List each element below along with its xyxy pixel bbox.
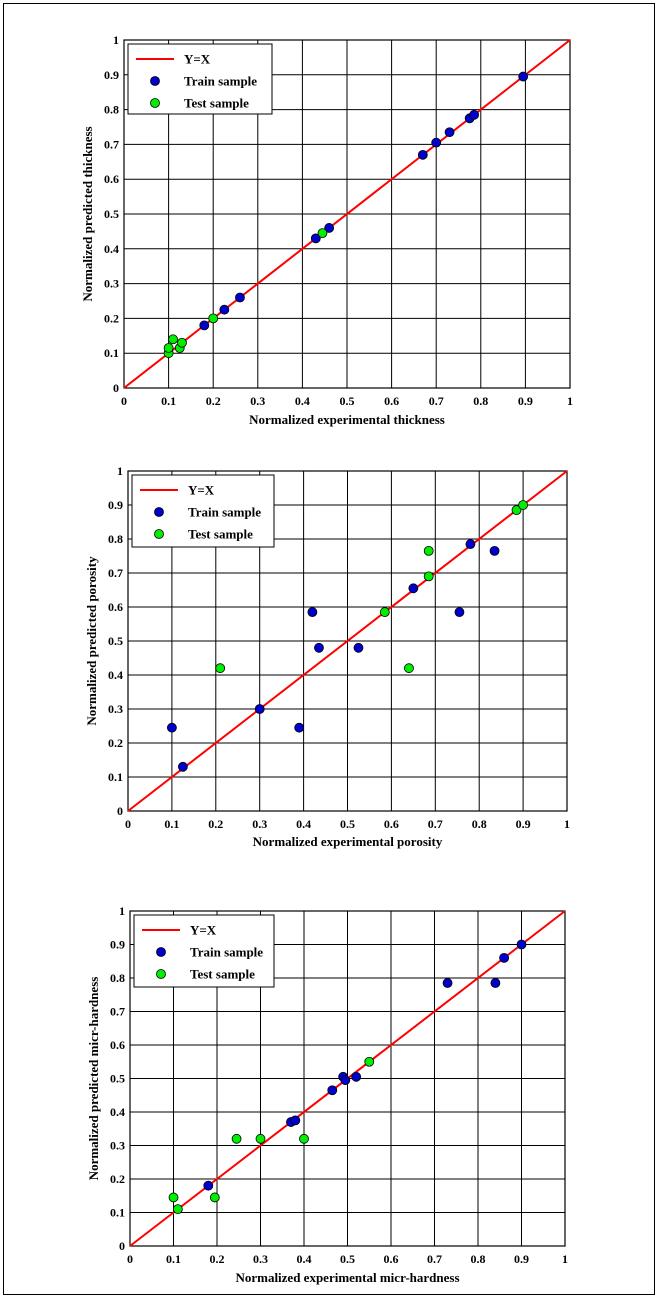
test-sample-point xyxy=(169,1193,178,1202)
y-axis-label: Normalized predicted thickness xyxy=(80,126,95,302)
test-sample-point xyxy=(177,338,186,347)
x-tick-label: 0.3 xyxy=(253,1252,268,1266)
x-tick-label: 0.4 xyxy=(296,1252,312,1266)
y-tick-label: 0.2 xyxy=(104,311,119,326)
x-tick-label: 0.4 xyxy=(294,394,310,408)
x-tick-label: 1 xyxy=(564,817,570,831)
legend-label: Test sample xyxy=(190,966,255,982)
legend-label: Test sample xyxy=(184,95,249,111)
train-sample-point xyxy=(341,1076,350,1085)
x-tick-label: 0 xyxy=(125,817,131,831)
thickness-chart-panel xyxy=(0,0,660,430)
x-tick-label: 0.8 xyxy=(471,817,487,831)
y-tick-label: 0.5 xyxy=(110,1071,125,1086)
test-sample-point xyxy=(424,546,433,555)
x-tick-label: 0.5 xyxy=(339,394,355,408)
y-tick-label: 0 xyxy=(117,804,123,818)
train-sample-point xyxy=(200,321,209,330)
train-sample-point xyxy=(295,723,304,732)
x-tick-label: 0.8 xyxy=(470,1252,486,1266)
y-tick-label: 0.5 xyxy=(104,207,119,221)
x-tick-label: 0.9 xyxy=(515,817,531,831)
x-tick-label: 0.5 xyxy=(340,1252,355,1266)
x-tick-label: 0.6 xyxy=(383,817,399,831)
y-tick-label: 0.8 xyxy=(108,532,123,546)
legend-label: Y=X xyxy=(188,482,215,498)
x-tick-label: 0 xyxy=(121,394,127,408)
train-sample-point xyxy=(204,1181,213,1190)
x-tick-label: 1 xyxy=(567,394,573,408)
legend-test-swatch xyxy=(151,99,160,108)
x-tick-label: 0.4 xyxy=(296,817,312,831)
y-tick-label: 0.3 xyxy=(104,276,119,291)
legend-label: Y=X xyxy=(184,51,211,67)
y-tick-label: 0.2 xyxy=(110,1172,125,1186)
legend-label: Train sample xyxy=(190,944,264,960)
train-sample-point xyxy=(443,979,452,988)
legend-train-swatch xyxy=(157,948,166,957)
y-tick-label: 0.8 xyxy=(104,102,119,117)
x-tick-label: 0.1 xyxy=(166,1252,181,1266)
x-tick-label: 0.2 xyxy=(205,394,221,408)
y-tick-label: 0.7 xyxy=(108,566,123,580)
y-tick-label: 0.9 xyxy=(110,937,125,952)
x-tick-label: 0.2 xyxy=(208,817,224,831)
train-sample-point xyxy=(291,1116,300,1125)
x-tick-label: 1 xyxy=(562,1252,568,1266)
test-sample-point xyxy=(164,343,173,352)
x-tick-label: 0.2 xyxy=(209,1252,225,1266)
test-sample-point xyxy=(232,1134,241,1143)
legend-label: Train sample xyxy=(184,73,258,89)
x-tick-label: 0.6 xyxy=(384,394,400,408)
y-tick-label: 1 xyxy=(119,904,125,918)
train-sample-point xyxy=(432,138,441,147)
y-tick-label: 0.3 xyxy=(110,1138,125,1153)
y-tick-label: 1 xyxy=(117,464,123,478)
x-tick-label: 0.1 xyxy=(161,394,177,408)
test-sample-point xyxy=(169,335,178,344)
y-tick-label: 0.9 xyxy=(108,498,123,512)
y-tick-label: 0.6 xyxy=(110,1038,125,1052)
y-tick-label: 0 xyxy=(119,1239,125,1253)
test-sample-point xyxy=(256,1134,265,1143)
train-sample-point xyxy=(255,705,264,714)
train-sample-point xyxy=(167,723,176,732)
legend-label: Test sample xyxy=(188,526,253,542)
train-sample-point xyxy=(466,540,475,549)
x-tick-label: 0 xyxy=(127,1252,133,1266)
microhardness-chart-panel xyxy=(0,870,660,1300)
y-tick-label: 0.4 xyxy=(110,1105,125,1119)
legend-test-swatch xyxy=(157,970,166,979)
y-tick-label: 0.1 xyxy=(108,770,123,784)
legend-train-swatch xyxy=(151,77,160,86)
y-tick-label: 0.8 xyxy=(110,971,125,985)
porosity-scatter-chart xyxy=(0,430,660,870)
train-sample-point xyxy=(409,584,418,593)
test-sample-point xyxy=(210,1193,219,1202)
y-tick-label: 0.6 xyxy=(104,172,119,187)
y-tick-label: 0.6 xyxy=(108,600,123,614)
train-sample-point xyxy=(455,608,464,617)
y-tick-label: 0.4 xyxy=(104,241,119,256)
train-sample-point xyxy=(519,72,528,81)
train-sample-point xyxy=(235,293,244,302)
train-sample-point xyxy=(308,608,317,617)
x-tick-label: 0.1 xyxy=(164,817,180,831)
y-tick-label: 0.5 xyxy=(108,634,123,648)
train-sample-point xyxy=(352,1072,361,1081)
train-sample-point xyxy=(314,643,323,652)
train-sample-point xyxy=(220,305,229,314)
test-sample-point xyxy=(173,1205,182,1214)
microhardness-scatter-chart xyxy=(0,870,660,1299)
y-tick-label: 0.3 xyxy=(108,702,123,716)
test-sample-point xyxy=(318,229,327,238)
legend-label: Y=X xyxy=(190,922,217,938)
x-tick-label: 0.9 xyxy=(514,1252,529,1266)
x-tick-label: 0.3 xyxy=(252,817,268,831)
y-tick-label: 0 xyxy=(113,381,119,395)
train-sample-point xyxy=(490,546,499,555)
x-tick-label: 0.7 xyxy=(427,1252,442,1266)
x-axis-label: Normalized experimental porosity xyxy=(252,834,443,849)
test-sample-point xyxy=(519,501,528,510)
x-tick-label: 0.5 xyxy=(340,817,355,831)
test-sample-point xyxy=(404,664,413,673)
test-sample-point xyxy=(216,664,225,673)
test-sample-point xyxy=(209,314,218,323)
train-sample-point xyxy=(517,940,526,949)
x-tick-label: 0.6 xyxy=(383,1252,399,1266)
y-tick-label: 0.2 xyxy=(108,736,123,750)
y-axis-label: Normalized predicted porosity xyxy=(84,556,99,726)
train-sample-point xyxy=(418,150,427,159)
thickness-scatter-chart xyxy=(0,0,660,430)
porosity-chart-panel xyxy=(0,430,660,860)
x-tick-label: 0.3 xyxy=(250,394,266,408)
test-sample-point xyxy=(380,608,389,617)
train-sample-point xyxy=(328,1086,337,1095)
x-tick-label: 0.9 xyxy=(517,394,533,408)
y-tick-label: 0.1 xyxy=(110,1205,125,1220)
train-sample-point xyxy=(445,128,454,137)
legend-test-swatch xyxy=(155,530,164,539)
y-tick-label: 1 xyxy=(113,33,119,47)
x-tick-label: 0.8 xyxy=(473,394,489,408)
y-tick-label: 0.9 xyxy=(104,67,119,82)
legend-label: Train sample xyxy=(188,504,262,520)
y-tick-label: 0.4 xyxy=(108,668,123,682)
y-tick-label: 0.1 xyxy=(104,346,119,361)
train-sample-point xyxy=(500,953,509,962)
x-tick-label: 0.7 xyxy=(428,394,444,408)
legend-train-swatch xyxy=(155,508,164,517)
train-sample-point xyxy=(491,979,500,988)
y-tick-label: 0.7 xyxy=(104,137,119,152)
y-axis-label: Normalized predicted micr-hardness xyxy=(86,976,101,1181)
train-sample-point xyxy=(178,762,187,771)
test-sample-point xyxy=(300,1134,309,1143)
x-axis-label: Normalized experimental thickness xyxy=(249,412,445,427)
train-sample-point xyxy=(470,110,479,119)
test-sample-point xyxy=(424,572,433,581)
train-sample-point xyxy=(354,643,363,652)
x-axis-label: Normalized experimental micr-hardness xyxy=(235,1270,460,1285)
x-tick-label: 0.7 xyxy=(427,817,443,831)
test-sample-point xyxy=(365,1057,374,1066)
y-tick-label: 0.7 xyxy=(110,1004,125,1019)
